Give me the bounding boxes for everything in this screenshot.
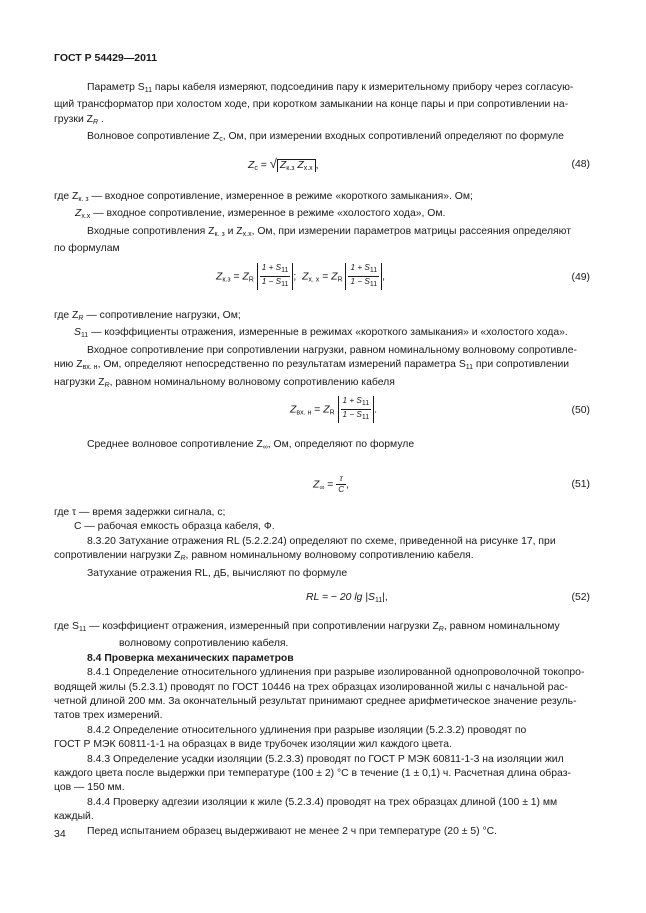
paragraph-mean-impedance: Среднее волновое сопротивление $Z_\infty$, Ом, определяют по формуле xyxy=(87,439,415,451)
equation-number: (49) xyxy=(571,272,590,283)
document-header: ГОСТ Р 54429—2011 xyxy=(54,52,158,64)
page-number: 34 xyxy=(54,828,66,840)
equation-52: RL = − 20 $\lg |S_{11}|$, xyxy=(306,592,388,604)
equation-49: $Z_{к.з} = Z_R$ $\frac{1 + S11}{1 - S11}$ ; $Z_{х. х} = Z_R$ $\frac{1 + S11}{1 - S11}$ , xyxy=(216,263,386,288)
paragraph-s11: Параметр $S_{11}$ пары кабеля измеряют, подсоединив пару к измерительному прибору через согласую- щий трансформатор при холостом ходе, при коротком замыкании на конце пары и при сопротивлении на- грузки $Z_R$ . Волновое сопротивление $Z_c$, Ом, при измерении входных сопротивлений определяют по формуле xyxy=(54,82,574,144)
definitions-49: где $Z_R$ — сопротивление нагрузки, Ом; $S_{11}$ — коэффициенты отражения, измеренные в режимах «короткого замыкания» и «холостого хода». Входное сопротивление при сопротивлении нагрузки, равном номинальному волновому сопротивле- нию $Z_{вх. н}$, Ом, определяют непосредственно по результатам измерений параметра $S_{11}$ при сопротивлении нагрузки $Z_R$, равном номинальному волновому сопротивлению кабеля xyxy=(54,310,577,389)
equation-48: $Z_c$ = √ $Z_{к.з}$ $Z_{x.x}$ , xyxy=(248,156,319,172)
definitions-52: где $S_{11}$ — коэффициент отражения, измеренный при сопротивлении нагрузки $Z_R$, равном номинальному волновому сопротивлению кабеля. 8.4 Проверка механических параметров 8.4.1 Определение относительного удлинения при разрыве изолированной однопроволочной токопро- водящей жилы (5.2.3.1) проводят по ГОСТ 10446 на трех образцах изолированной жилы с начальной рас- четной длиной 200 мм. За окончательный результат принимают среднее арифметическое значение резуль- татов трех измерений. 8.4.2 Определение относительного удлинения при разрыве изоляции (5.2.3.2) проводят по ГОСТ Р МЭК 60811-1-1 на образцах в виде трубочек изоляции жил каждого цвета. 8.4.3 Определение усадки изоляции (5.2.3.3) проводят по ГОСТ Р МЭК 60811-1-3 на изоляции жил каждого цвета после выдержки при температуре (100 ± 2) °С в течение (1 ± 0,1) ч. Расчетная длина образ- цов — 150 мм. 8.4.4 Проверку адгезии изоляции к жиле (5.2.3.4) проводят на трех образцах длиной (100 ± 1) мм каждый. Перед испытанием образец выдерживают не менее 2 ч при температуре (20 ± 5) °С. xyxy=(54,620,590,839)
equation-number: (51) xyxy=(571,479,590,490)
definitions-48: где $Z_{к. з}$ — входное сопротивление, измеренное в режиме «короткого замыкания». Ом; $Z_{x.x}$ — входное сопротивление, измеренное в режиме «холостого хода», Ом. Входные сопротивления $Z_{к. з}$ и $Z_{x.x}$, Ом, при измерении параметров матрицы рассеяния определяют по формулам xyxy=(54,191,571,255)
equation-50: $Z_{вх. н} = Z_R$ $\frac{1 + S11}{1 - S11}$ . xyxy=(290,396,378,421)
equation-51: $Z_\infty$ = $\frac{\tau}{C}$ , xyxy=(313,474,350,494)
definitions-51: где τ — время задержки сигнала, с; C — рабочая емкость образца кабеля, Ф. 8.3.20 Затухание отражения RL (5.2.2.24) определяют по схеме, приведенной на рисунке 17, при сопротивлении нагрузки $Z_R$, равном номинальному волновому сопротивлению кабеля. Затухание отражения RL, дБ, вычисляют по формуле xyxy=(54,507,556,579)
equation-number: (48) xyxy=(571,159,590,170)
equation-number: (50) xyxy=(571,405,590,416)
equation-number: (52) xyxy=(571,592,590,603)
section-heading: 8.4 Проверка механических параметров xyxy=(87,652,294,664)
